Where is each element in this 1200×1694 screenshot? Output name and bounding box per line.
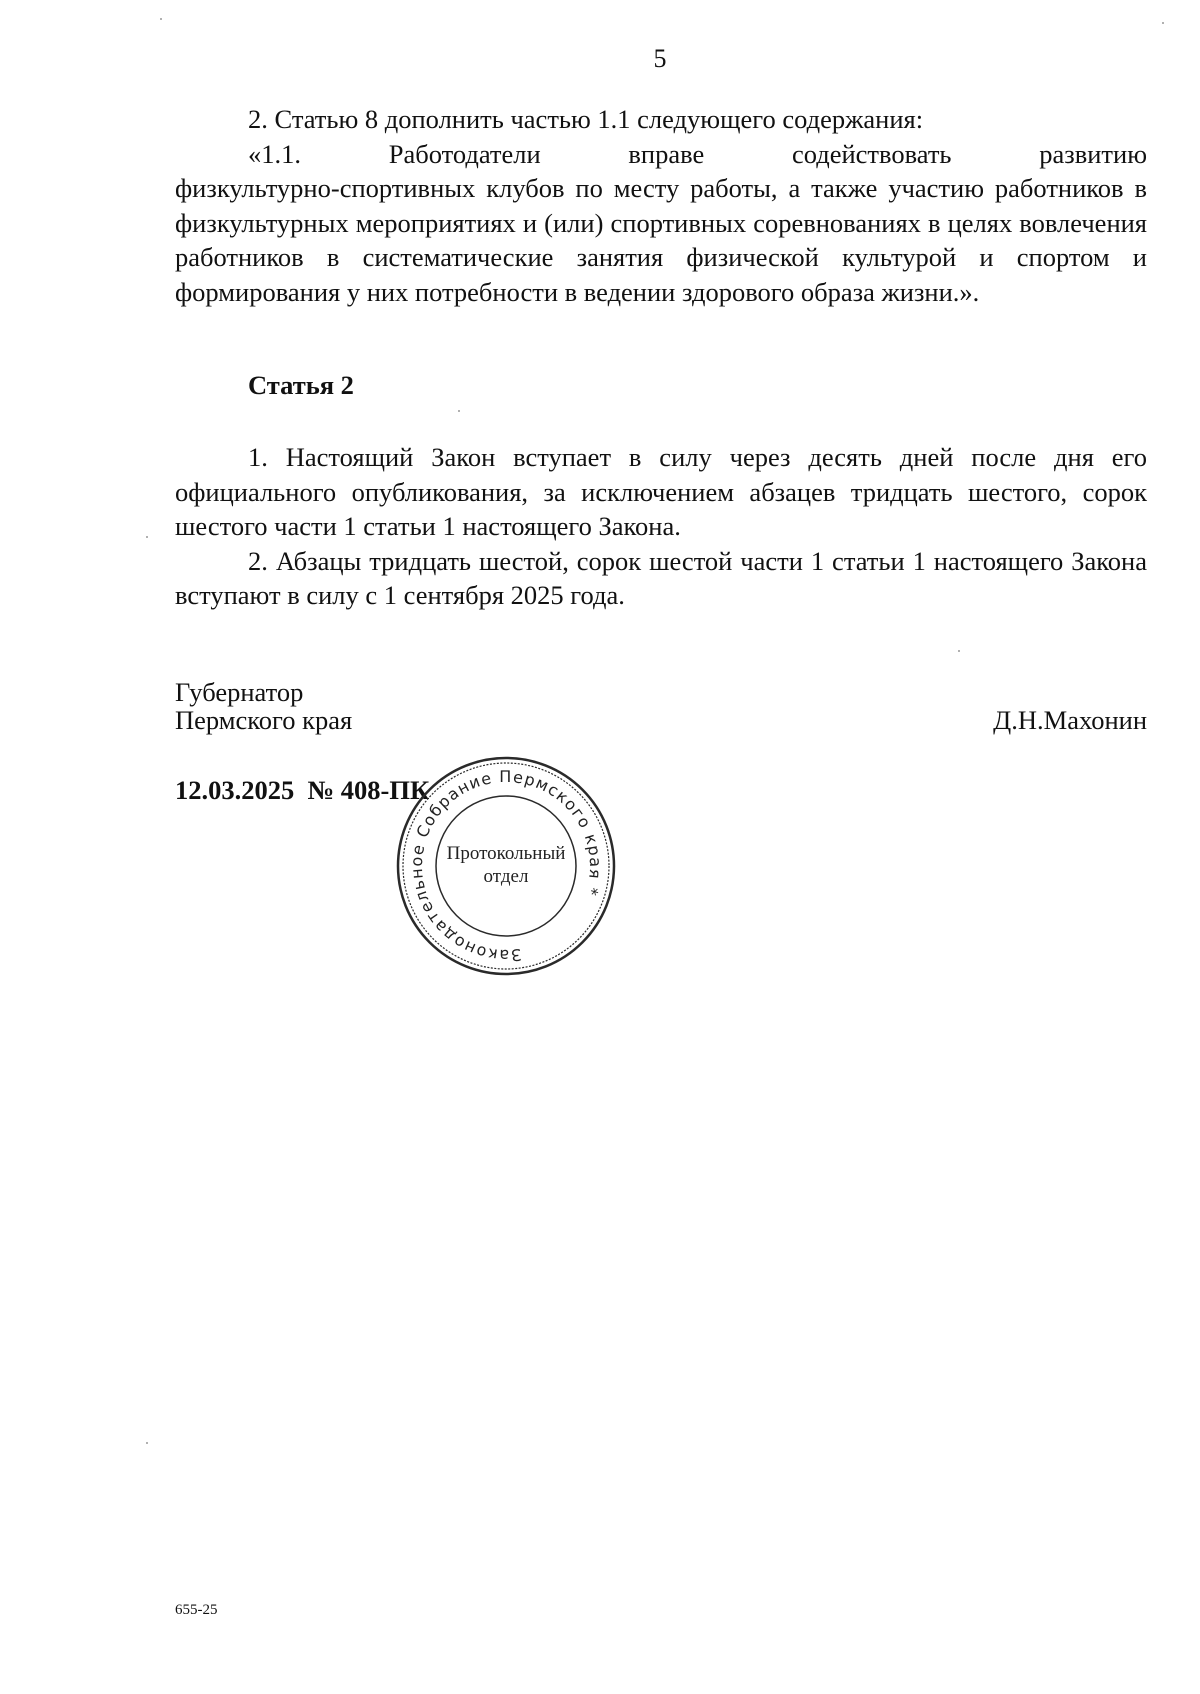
article1-amendment: [175, 102, 1147, 309]
scan-speck: [146, 536, 148, 538]
signatory-name: Д.Н.Махонин: [993, 705, 1147, 735]
stamp-center-line1: Протокольный: [446, 843, 566, 864]
signatory-title: [175, 678, 352, 734]
scan-speck: [160, 18, 162, 20]
scan-speck: [458, 410, 460, 412]
scan-speck: [146, 1442, 148, 1444]
page-number: 5: [653, 44, 667, 73]
law-number: № 408-ПК: [307, 775, 430, 805]
article2-heading: Статья 2: [248, 370, 354, 400]
scan-speck: [1162, 22, 1164, 24]
amendment-intro: 2. Статью 8 дополнить частью 1.1 следующего содержания:: [248, 104, 924, 134]
article2-body: [175, 440, 1147, 613]
signatory-title-line2: Пермского края: [175, 705, 353, 735]
article2-paragraph-1: 1. Настоящий Закон вступает в силу через десять дней после дня его официального опубликования, за исключением абзацев тридцать шестого, сорок шестого части 1 статьи 1 настоящего Закона.: [175, 442, 1147, 541]
amendment-quote-body: физкультурно-спортивных клубов по месту работы, а также участию работников в физкультурных мероприятиях и (или) спортивных соревнованиях в целях вовлечения работников в систематические занятия физической культурой и спортом и формирования у них потребности в ведении здорового образа жизни.».: [175, 173, 1147, 307]
scan-speck: [958, 650, 960, 652]
law-date-number: [175, 775, 429, 806]
law-date: 12.03.2025: [175, 775, 295, 805]
amendment-quote-start: «1.1. Работодатели вправе содействовать развитию: [248, 138, 1147, 169]
document-code: 655-25: [175, 1602, 218, 1618]
stamp-ring-text: Законодательное Собрание Пермского края *: [406, 766, 606, 966]
official-stamp: [394, 754, 618, 978]
stamp-center-line2: отдел: [483, 866, 529, 887]
signatory-title-line1: Губернатор: [175, 677, 304, 707]
article2-paragraph-2: 2. Абзацы тридцать шестой, сорок шестой части 1 статьи 1 настоящего Закона вступают в силу с 1 сентября 2025 года.: [175, 545, 1147, 610]
